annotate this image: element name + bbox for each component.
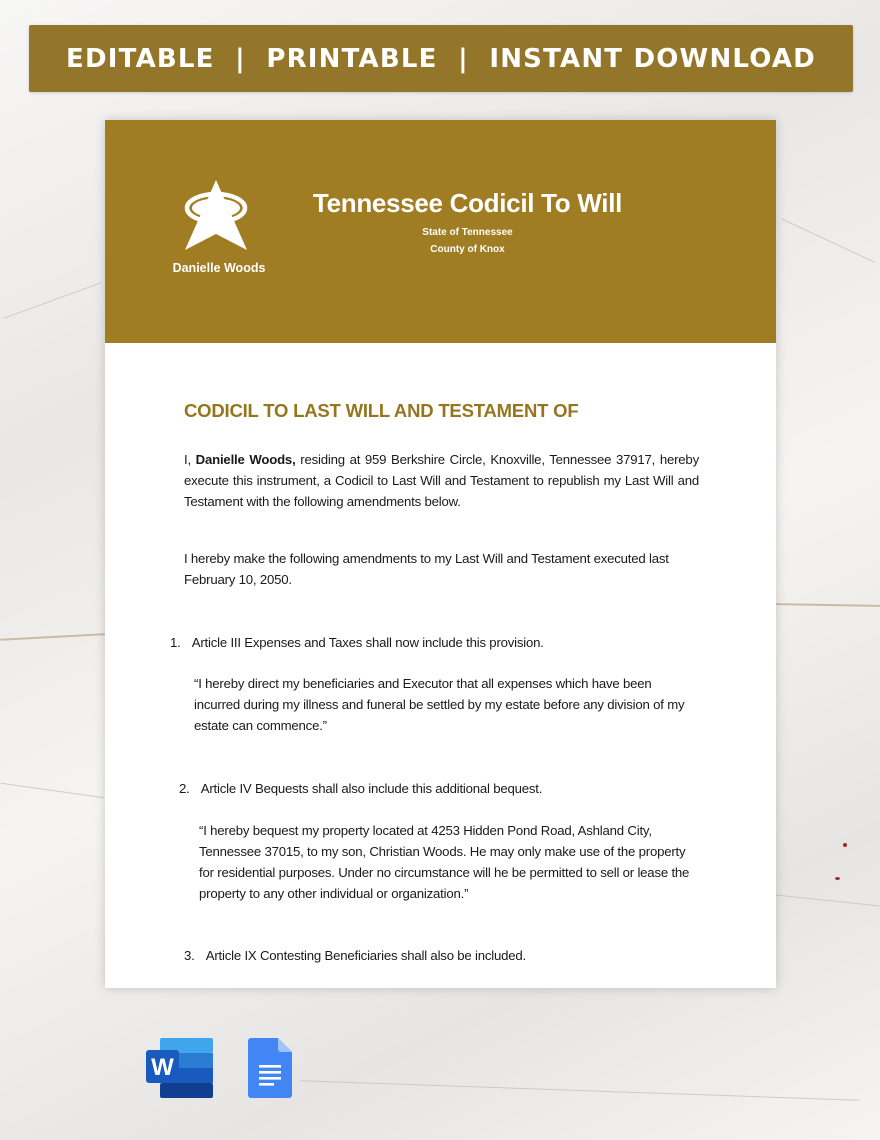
item-number: 2. [179, 781, 190, 796]
banner-text: EDITABLE | PRINTABLE | INSTANT DOWNLOAD [66, 43, 816, 74]
marble-spot [835, 877, 840, 880]
svg-text:W: W [151, 1054, 174, 1081]
intro-prefix: I, [184, 452, 196, 467]
document-title: Tennessee Codicil To Will [312, 188, 623, 218]
county-label: County of Knox [430, 244, 505, 255]
amendment-item-2 [179, 778, 542, 799]
item-text: Article III Expenses and Taxes shall now include this provision. [191, 635, 544, 650]
intro-text: residing at 959 Berkshire Circle, Knoxville, Tennessee 37917, hereby execute this instrument, a Codicil to Last Will and Testament to republish my Last Will and Testament with the following amendments below. [184, 452, 699, 509]
item-text: Article IV Bequests shall also include this additional bequest. [200, 781, 543, 796]
amendments-intro: I hereby make the following amendments to my Last Will and Testament executed last February 10, 2050. [184, 551, 669, 587]
item-text: Article IX Contesting Beneficiaries shall also be included. [205, 948, 527, 963]
testator-name: Danielle Woods, [195, 452, 296, 467]
marble-vein [776, 895, 880, 907]
intro-paragraph [184, 449, 699, 512]
marble-vein [0, 783, 104, 799]
logo-name: Danielle Woods [172, 261, 266, 275]
features-banner [29, 25, 853, 92]
amendment-item-1 [170, 632, 544, 653]
marble-vein [300, 1080, 860, 1101]
microsoft-word-icon[interactable] [146, 1038, 214, 1098]
google-docs-icon[interactable] [248, 1038, 292, 1098]
amendment-quote-1: “I hereby direct my beneficiaries and Executor that all expenses which have been incurred during my illness and funeral be settled by my estate before any division of my estate can commence.” [194, 676, 685, 733]
document-header [105, 120, 776, 343]
star-ring-logo-icon [179, 178, 253, 252]
section-heading: CODICIL TO LAST WILL AND TESTAMENT OF [184, 400, 579, 421]
marble-vein [776, 603, 880, 607]
marble-spot [843, 843, 847, 847]
amendment-quote-2: “I hereby bequest my property located at 4253 Hidden Pond Road, Ashland City, Tennessee 37015, to my son, Christian Woods. He may only make use of the property for residential purposes. Under no circumstance will he be permitted to sell or lease the property to any other individual or organization.” [199, 823, 690, 901]
state-label: State of Tennessee [422, 227, 513, 238]
item-number: 1. [170, 635, 181, 650]
document-page [105, 120, 776, 988]
marble-vein [3, 282, 102, 319]
format-icons [146, 1038, 292, 1098]
amendment-item-3 [184, 945, 526, 966]
marble-vein [0, 633, 105, 640]
marble-vein [781, 218, 876, 263]
item-number: 3. [184, 948, 195, 963]
